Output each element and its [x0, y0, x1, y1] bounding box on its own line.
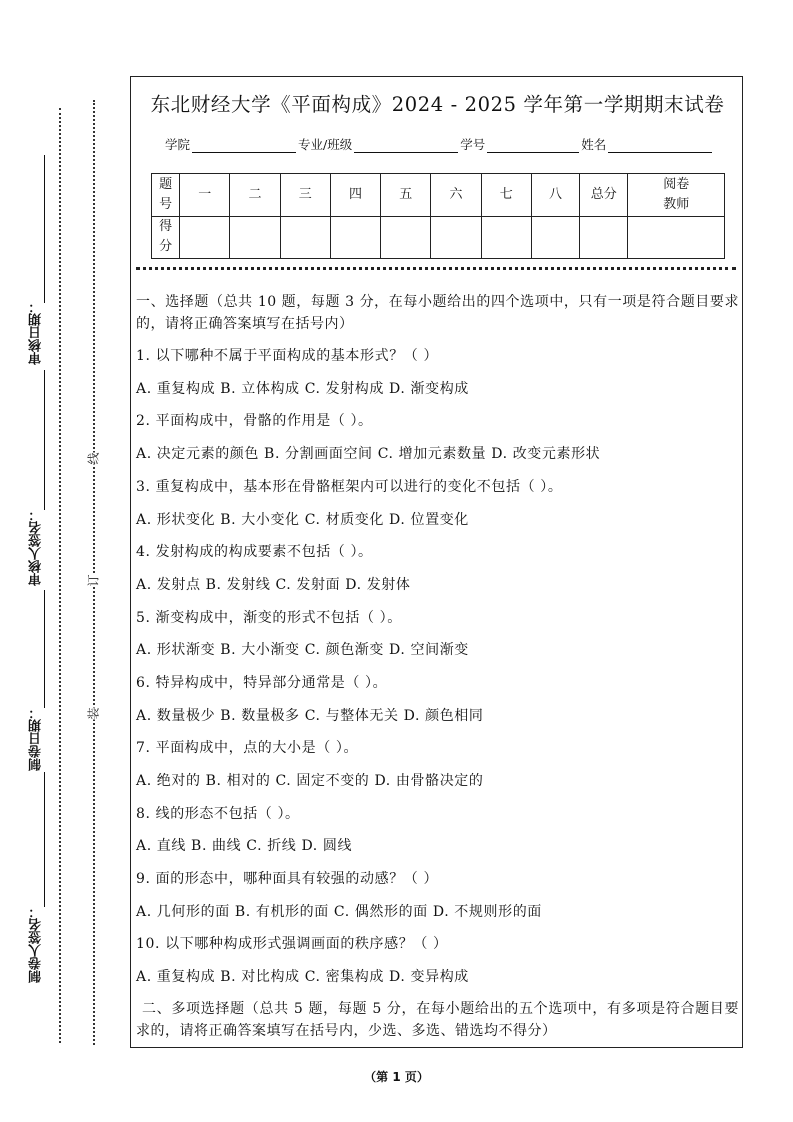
- question-6: 6. 特异构成中，特异部分通常是（ ）。: [136, 675, 388, 691]
- score-col-header: 六: [431, 174, 481, 217]
- major-field[interactable]: [354, 139, 458, 153]
- question-9: 9. 面的形态中，哪种面具有较强的动感？（ ）: [136, 871, 439, 887]
- score-cell[interactable]: [531, 216, 579, 259]
- question-9-options: A. 几何形的面 B. 有机形的面 C. 偶然形的面 D. 不规则形的面: [136, 904, 542, 920]
- score-cell[interactable]: [280, 216, 330, 259]
- question-7: 7. 平面构成中，点的大小是（ ）。: [136, 740, 359, 756]
- maker-signature-label: 制卷人签名：: [29, 905, 44, 983]
- question-8-options: A. 直线 B. 曲线 C. 折线 D. 圆线: [136, 838, 353, 854]
- question-1: 1. 以下哪种不属于平面构成的基本形式？（ ）: [136, 348, 439, 364]
- college-field[interactable]: [192, 139, 296, 153]
- make-date-label: 制卷日期：: [29, 706, 44, 771]
- binding-order-char: 订: [86, 574, 101, 587]
- score-col-header: 一: [180, 174, 230, 217]
- review-date-label: 审核日期：: [29, 300, 44, 365]
- grader-cell[interactable]: [628, 216, 725, 259]
- binding-line-char: 线: [86, 452, 101, 465]
- score-cell[interactable]: [180, 216, 230, 259]
- question-4-options: A. 发射点 B. 发射线 C. 发射面 D. 发射体: [136, 577, 411, 593]
- name-label: 姓名: [581, 137, 607, 152]
- question-4: 4. 发射构成的构成要素不包括（ ）。: [136, 544, 373, 560]
- score-col-header: 四: [330, 174, 380, 217]
- name-field[interactable]: [608, 139, 712, 153]
- page-number: （第 1 页）: [364, 1070, 429, 1084]
- score-col-header: 五: [381, 174, 431, 217]
- student-info-row: [165, 135, 714, 153]
- question-2-options: A. 决定元素的颜色 B. 分割画面空间 C. 增加元素数量 D. 改变元素形状: [136, 446, 601, 462]
- question-2: 2. 平面构成中，骨骼的作用是（ ）。: [136, 413, 373, 429]
- score-table-header-row: [152, 174, 725, 217]
- question-7-options: A. 绝对的 B. 相对的 C. 固定不变的 D. 由骨骼决定的: [136, 773, 484, 789]
- college-label: 学院: [165, 137, 191, 152]
- score-cell[interactable]: [381, 216, 431, 259]
- exam-title: 东北财经大学《平面构成》2024 - 2025 学年第一学期期末试卷: [150, 93, 725, 116]
- question-3-options: A. 形状变化 B. 大小变化 C. 材质变化 D. 位置变化: [136, 512, 469, 528]
- score-col-header: 二: [230, 174, 280, 217]
- make-date-line: [44, 590, 45, 708]
- exam-frame: [130, 76, 743, 1048]
- student-id-label: 学号: [460, 137, 486, 152]
- score-table-score-row: [152, 216, 725, 259]
- maker-signature-line: [44, 772, 45, 907]
- section1-heading: 一、选择题（总共 10 题，每题 3 分，在每小题给出的四个选项中，只有一项是符合题目要求的，请将正确答案填写在括号内）: [136, 294, 739, 332]
- total-score-header: 总分: [580, 174, 628, 217]
- question-10-options: A. 重复构成 B. 对比构成 C. 密集构成 D. 变异构成: [136, 969, 469, 985]
- score-col-header: 八: [531, 174, 579, 217]
- question-5: 5. 渐变构成中，渐变的形式不包括（ ）。: [136, 610, 402, 626]
- review-date-line: [44, 155, 45, 303]
- question-5-options: A. 形状渐变 B. 大小渐变 C. 颜色渐变 D. 空间渐变: [136, 642, 469, 658]
- total-score-cell[interactable]: [580, 216, 628, 259]
- score-cell[interactable]: [330, 216, 380, 259]
- score-col-header: 七: [481, 174, 531, 217]
- score-cell[interactable]: [431, 216, 481, 259]
- grader-header: 阅卷教师: [628, 174, 725, 217]
- score-cell[interactable]: [230, 216, 280, 259]
- question-number-label: 题号: [152, 174, 180, 217]
- student-id-field[interactable]: [487, 139, 579, 153]
- reviewer-signature-line: [44, 370, 45, 510]
- binding-dotted-line-inner: [93, 100, 95, 1045]
- score-col-header: 三: [280, 174, 330, 217]
- score-table: [151, 173, 725, 259]
- question-3: 3. 重复构成中，基本形在骨骼框架内可以进行的变化不包括（ ）。: [136, 479, 563, 495]
- section2-heading: 二、多项选择题（总共 5 题，每题 5 分，在每小题给出的五个选项中，有多项是符合题目要求的，请将正确答案填写在括号内，少选、多选、错选均不得分）: [136, 1001, 739, 1039]
- major-label: 专业/班级: [298, 137, 353, 152]
- dotted-separator: [136, 267, 736, 270]
- question-1-options: A. 重复构成 B. 立体构成 C. 发射构成 D. 渐变构成: [136, 381, 469, 397]
- score-cell[interactable]: [481, 216, 531, 259]
- binding-dotted-line-outer: [59, 108, 61, 1043]
- binding-install-char: 装: [86, 707, 101, 720]
- score-row-label: 得分: [152, 216, 180, 259]
- question-6-options: A. 数量极少 B. 数量极多 C. 与整体无关 D. 颜色相同: [136, 708, 484, 724]
- question-10: 10. 以下哪种构成形式强调画面的秩序感？（ ）: [136, 936, 448, 952]
- reviewer-signature-label: 审核人签名：: [29, 508, 44, 586]
- question-8: 8. 线的形态不包括（ ）。: [136, 806, 300, 822]
